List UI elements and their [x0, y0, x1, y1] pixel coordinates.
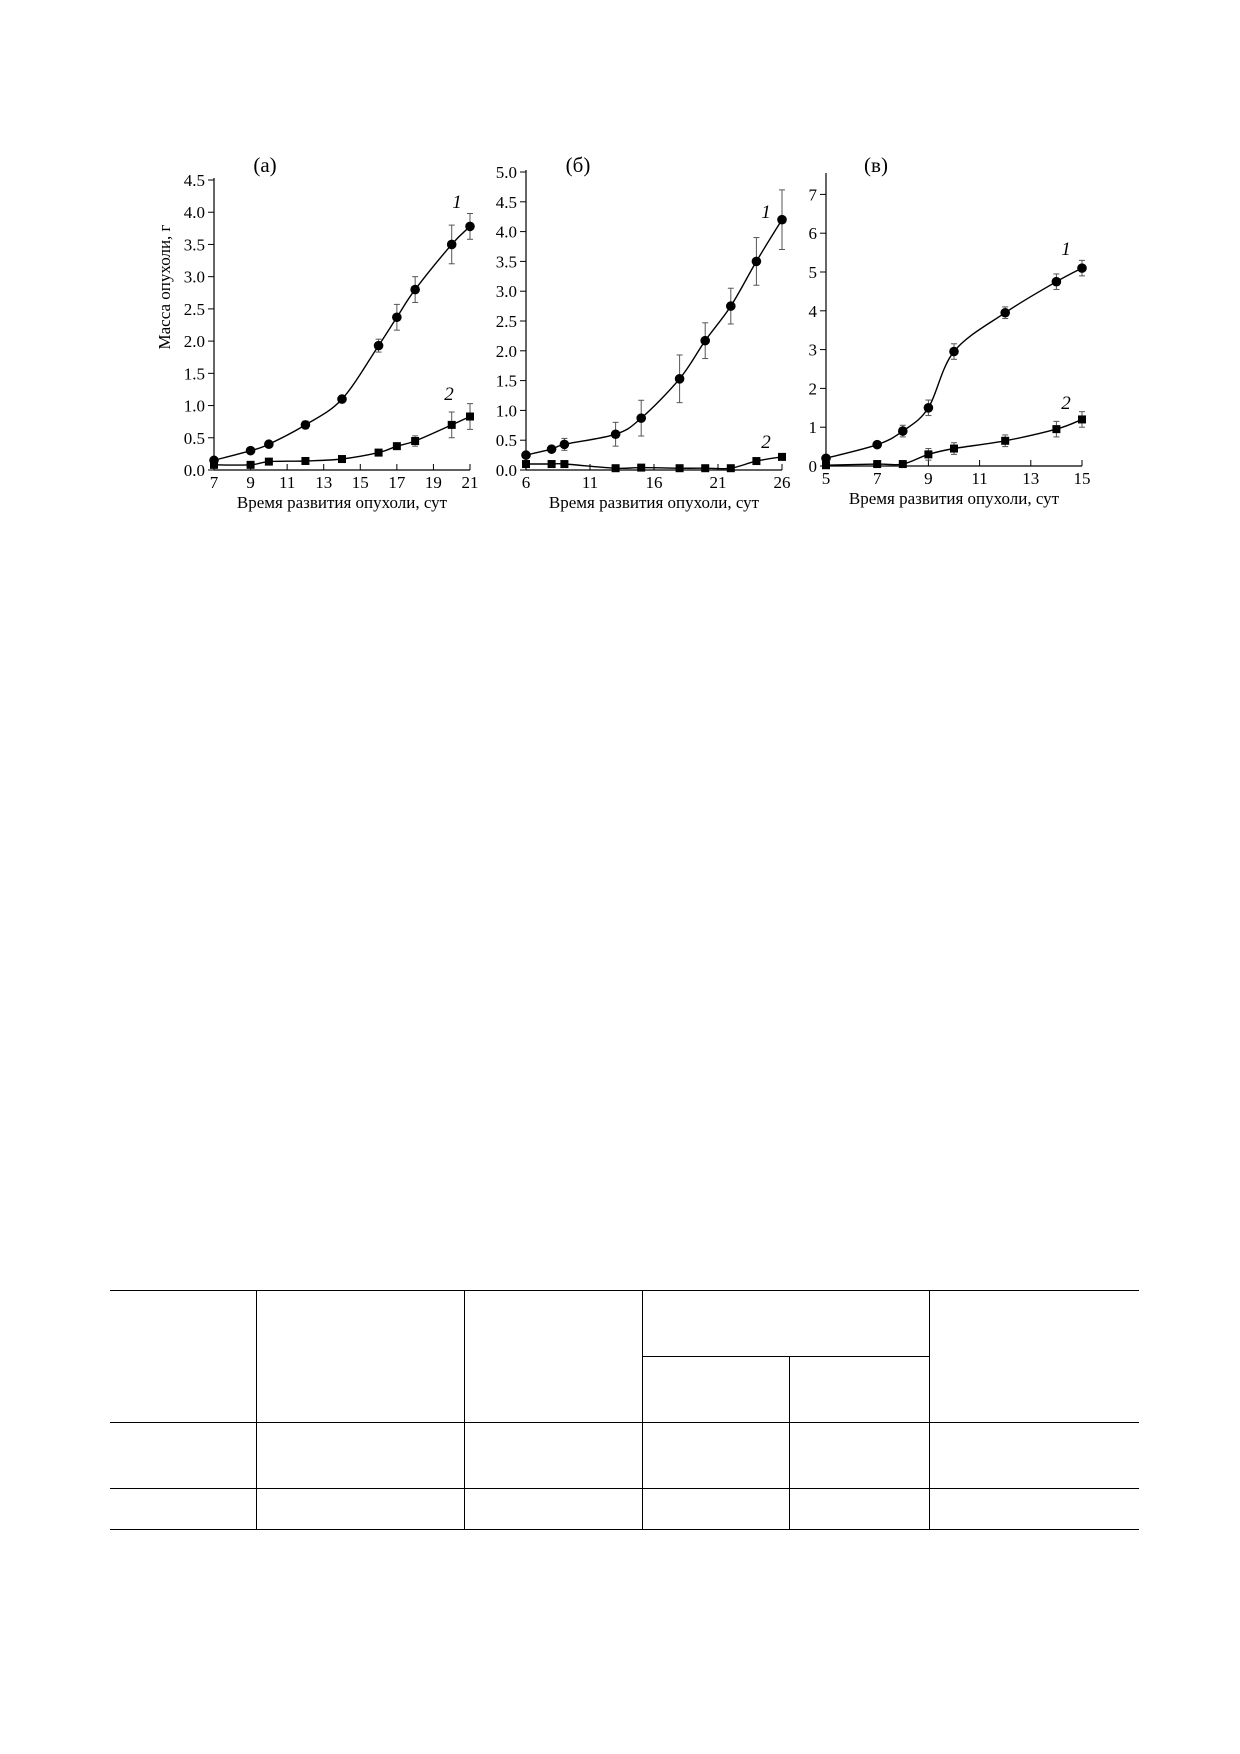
data-point-circle: [675, 374, 685, 384]
x-tick-label: 11: [971, 469, 988, 488]
x-tick-label: 7: [209, 473, 219, 492]
data-point-square: [1001, 437, 1009, 445]
data-point-square: [548, 460, 556, 468]
y-tick-label: 7: [808, 185, 817, 205]
y-tick-label: 0.0: [495, 461, 517, 480]
y-tick-label: 3: [808, 340, 817, 360]
data-point-square: [393, 442, 401, 450]
table-cell: [256, 1489, 464, 1530]
series-label-2: 2: [444, 384, 454, 405]
y-tick-label: 0: [808, 457, 817, 476]
x-tick-label: 19: [424, 473, 442, 492]
y-tick-label: 1.0: [495, 401, 517, 421]
y-tick-label: 5: [808, 263, 817, 282]
data-point-circle: [726, 301, 736, 311]
data-point-square: [676, 464, 684, 472]
data-point-square: [247, 461, 255, 469]
data-point-circle: [872, 440, 882, 450]
data-point-circle: [1052, 277, 1062, 287]
data-point-square: [727, 464, 735, 472]
table-cell: [110, 1423, 256, 1489]
data-point-square: [1052, 425, 1060, 433]
y-tick-label: 1: [808, 418, 817, 438]
data-point-circle: [447, 240, 457, 250]
data-point-circle: [521, 450, 531, 460]
x-tick-label: 15: [1073, 469, 1091, 488]
y-tick-label: 3.5: [495, 252, 517, 272]
x-tick-label: 9: [924, 469, 933, 488]
table-cell: [464, 1423, 642, 1489]
y-tick-label: 4: [808, 301, 817, 321]
data-point-circle: [547, 444, 557, 454]
panel-label: (в): [864, 153, 888, 177]
table-cell: [256, 1423, 464, 1489]
data-point-circle: [301, 420, 311, 430]
y-tick-label: 2.5: [495, 312, 517, 331]
data-point-circle: [636, 413, 646, 423]
series-line-1: [526, 220, 782, 455]
table-cell: [110, 1291, 256, 1423]
data-point-circle: [777, 215, 787, 225]
table-cell: [642, 1291, 929, 1357]
y-tick-label: 1.5: [183, 364, 205, 384]
table-cell: [789, 1357, 929, 1423]
data-point-square: [411, 437, 419, 445]
data-point-circle: [924, 403, 934, 413]
table-cell: [929, 1423, 1139, 1489]
data-point-square: [210, 461, 218, 469]
series-label-2: 2: [761, 432, 771, 453]
y-tick-label: 0.0: [183, 461, 205, 480]
data-point-circle: [700, 336, 710, 346]
table-cell: [789, 1489, 929, 1530]
data-point-circle: [560, 440, 570, 450]
table-cell: [929, 1291, 1139, 1423]
x-tick-label: 13: [315, 473, 333, 492]
y-tick-label: 3.0: [183, 267, 205, 287]
y-tick-label: 1.0: [183, 396, 205, 416]
series-line-1: [826, 268, 1082, 458]
y-tick-label: 2.0: [183, 332, 205, 352]
series-label-1: 1: [761, 202, 771, 223]
table-cell: [464, 1489, 642, 1530]
x-tick-label: 15: [351, 473, 369, 492]
figure-y-axis-label: Масса опухоли, г: [155, 224, 174, 350]
y-tick-label: 2.5: [183, 299, 205, 319]
data-point-square: [560, 460, 568, 468]
series-line-1: [214, 226, 470, 460]
data-point-circle: [374, 341, 384, 351]
y-tick-label: 3.0: [495, 282, 517, 302]
data-point-square: [466, 413, 474, 421]
data-point-circle: [264, 439, 274, 449]
y-tick-label: 0.5: [495, 431, 517, 451]
y-tick-label: 2.0: [495, 341, 517, 361]
x-tick-label: 21: [709, 473, 727, 492]
data-point-square: [924, 450, 932, 458]
x-tick-label: 11: [278, 473, 296, 492]
data-point-square: [265, 458, 273, 466]
y-tick-label: 4.0: [495, 222, 517, 242]
y-tick-label: 4.5: [183, 171, 205, 190]
table-cell: [642, 1423, 789, 1489]
y-tick-label: 6: [808, 224, 817, 244]
table-cell: [110, 1489, 256, 1530]
x-axis-label: Время развития опухоли, сут: [848, 489, 1060, 508]
x-tick-label: 7: [872, 469, 882, 488]
y-tick-label: 4.0: [183, 203, 205, 223]
x-tick-label: 21: [461, 473, 479, 492]
y-tick-label: 1.5: [495, 371, 517, 391]
series-label-2: 2: [1061, 393, 1071, 414]
data-point-square: [338, 455, 346, 463]
data-point-circle: [392, 312, 402, 322]
table-cell: [642, 1357, 789, 1423]
data-point-circle: [611, 429, 621, 439]
y-tick-label: 4.5: [495, 192, 517, 212]
series-label-1: 1: [1061, 239, 1071, 260]
x-tick-label: 11: [581, 473, 599, 492]
data-point-square: [701, 464, 709, 472]
x-tick-label: 17: [388, 473, 406, 492]
data-point-circle: [752, 257, 762, 267]
table-cell: [642, 1489, 789, 1530]
table-cell: [256, 1291, 464, 1423]
x-tick-label: 9: [246, 473, 255, 492]
x-tick-label: 6: [521, 473, 531, 492]
data-point-circle: [246, 446, 256, 456]
x-axis-label: Время развития опухоли, сут: [236, 493, 448, 512]
data-point-circle: [465, 222, 475, 232]
table-cell: [929, 1489, 1139, 1530]
series-label-1: 1: [452, 192, 462, 213]
data-point-circle: [410, 285, 420, 295]
y-tick-label: 0.5: [183, 428, 205, 448]
data-point-square: [752, 457, 760, 465]
x-axis-label: Время развития опухоли, сут: [548, 493, 760, 512]
data-point-circle: [949, 347, 959, 357]
panel-label: (а): [253, 153, 277, 177]
y-tick-label: 2: [808, 379, 817, 399]
table-cell: [789, 1423, 929, 1489]
data-point-square: [637, 464, 645, 472]
panel-label: (б): [565, 153, 591, 177]
data-point-square: [778, 453, 786, 461]
y-tick-label: 5.0: [495, 163, 517, 182]
data-point-square: [375, 449, 383, 457]
x-tick-label: 26: [773, 473, 791, 492]
x-tick-label: 16: [645, 473, 663, 492]
data-point-square: [301, 457, 309, 465]
data-point-square: [899, 460, 907, 468]
data-point-square: [950, 445, 958, 453]
data-point-square: [873, 460, 881, 468]
x-tick-label: 13: [1022, 469, 1040, 488]
data-point-square: [448, 421, 456, 429]
x-tick-label: 5: [821, 469, 831, 488]
data-point-square: [822, 461, 830, 469]
empty-table: [110, 1290, 1139, 1530]
data-point-circle: [1000, 308, 1010, 318]
y-tick-label: 3.5: [183, 235, 205, 255]
table-cell: [464, 1291, 642, 1423]
data-point-square: [1078, 415, 1086, 423]
data-point-square: [612, 464, 620, 472]
data-point-square: [522, 460, 530, 468]
data-point-circle: [1077, 263, 1087, 273]
data-point-circle: [898, 426, 908, 436]
data-point-circle: [337, 394, 347, 404]
figure: [0, 0, 1240, 560]
